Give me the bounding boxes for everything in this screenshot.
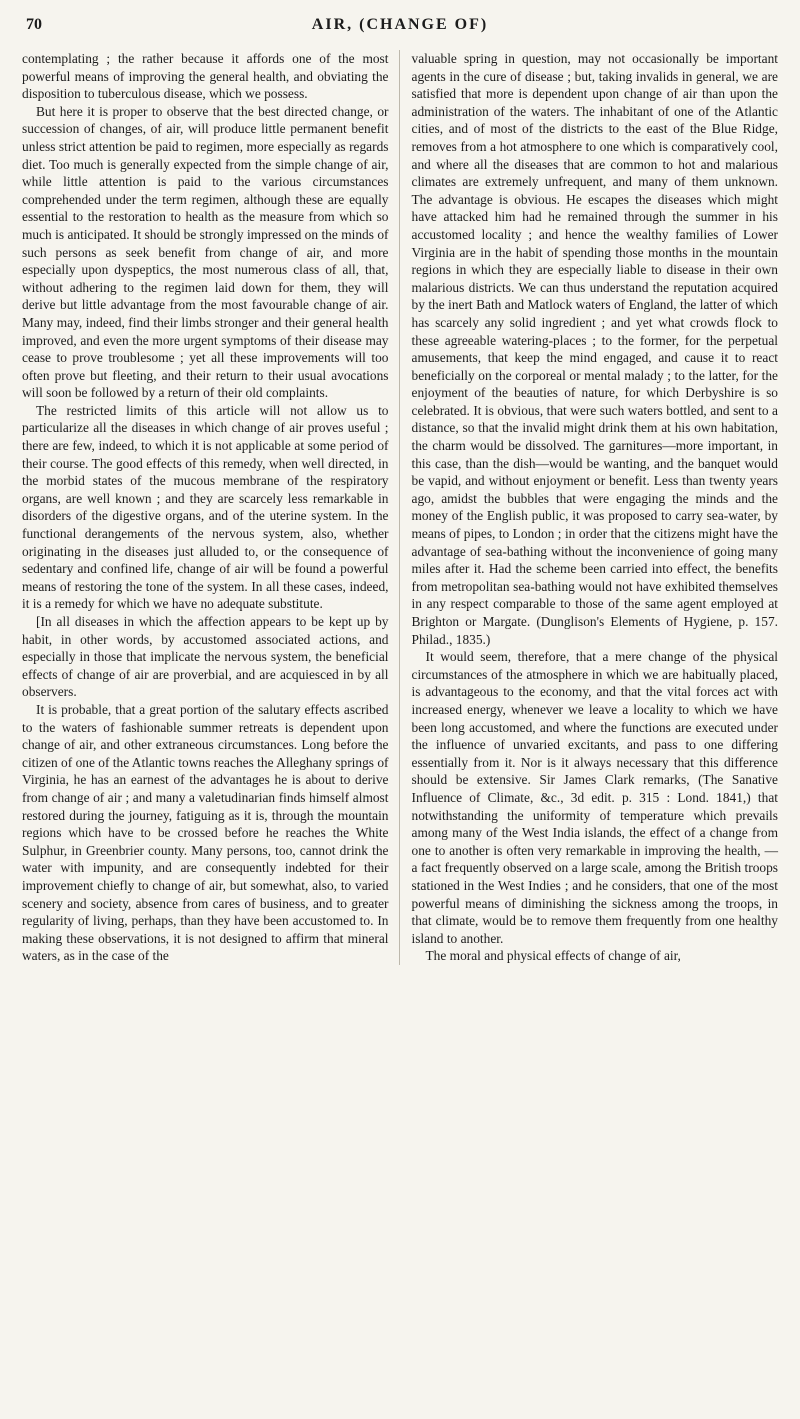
right-column <box>412 50 779 965</box>
paragraph: valuable spring in question, may not occasionally be important agents in the cure of disease ; but, taking invalids in general, we are satisfied that more is dependent upon change of air than upon the administration of the waters. The inhabitant of one of the Atlantic cities, and of most of the districts to the east of the Blue Ridge, removes from a hot atmosphere to one which is comparatively cool, and where all the diseases that are common to hot and malarious climates are extremely unfrequent, and many of them unknown. The advantage is obvious. He escapes the diseases which might have attacked him had he remained through the summer in his accustomed locality ; and hence the wealthy families of Lower Virginia are in the habit of spending those months in the mountain regions in which they are especially liable to disease in their own malarious districts. We can thus understand the reputation acquired by the inert Bath and Matlock waters of England, the latter of which has scarcely any solid ingredient ; and yet what crowds flock to these agreeable watering-places ; to the former, for the perpetual amusements, that keep the mind engaged, and cause it to react beneficially on the corporeal or mental malady ; to the latter, for the enjoyment of the beauties of nature, for which Derbyshire is so celebrated. It is obvious, that were such waters bottled, and sent to a distance, so that the invalid might drink them at his own habitation, the charm would be dissolved. The garnitures—more important, in this case, than the dish—would be wanting, and the banquet would be vapid, and without enjoyment or benefit. Less than twenty years ago, amidst the bubbles that were engaging the minds and the money of the English public, it was proposed to carry sea-water, by means of pipes, to London ; in order that the citizens might have the advantage of sea-bathing without the inconvenience of going many miles after it. Had the scheme been carried into effect, the benefits from metropolitan sea-bathing would not have exhibited themselves in any respect comparable to those of the same agent employed at Brighton or Margate. (Dunglison's Elements of Hygiene, p. 157. Philad., 1835.) <box>411 51 778 647</box>
running-title: AIR, (CHANGE OF) <box>311 16 489 33</box>
left-column <box>22 50 400 965</box>
page-number: 70 <box>26 16 42 33</box>
paragraph: But here it is proper to observe that the best directed change, or succession of changes, of air, will produce little permanent benefit unless strict attention be paid to regimen, more especially as regards diet. Too much is generally expected from the simple change of air, while little attention is paid to the various circumstances comprehended under the term regimen, although these are equally essential to the restoration to health as the measure from which so much is anticipated. It should be strongly impressed on the minds of such persons as seek benefit from change of air, and more especially upon dyspeptics, the most numerous class of all, that, without adhering to the regimen laid down for them, they will derive but little advantage from the most favourable change of air. Many may, indeed, find their limbs stronger and their general health improved, and even the more urgent symptoms of their disease may cease to prove troublesome ; yet all these improvements will too often prove but fleeting, and their return to their usual avocations will soon be followed by a return of their old complaints. <box>22 103 389 401</box>
paragraph: [In all diseases in which the affection appears to be kept up by habit, in other words, by accustomed associated actions, and especially in those that implicate the nervous system, the beneficial effects of change of air are proverbial, and are acquiesced in by all observers. <box>22 614 389 700</box>
page-header <box>22 16 778 42</box>
paragraph: The restricted limits of this article will not allow us to particularize all the diseases in which change of air proves useful ; there are few, indeed, to which it is not applicable at some period of their course. The good effects of this remedy, when well directed, in the morbid states of the mucous membrane of the respiratory organs, are well known ; and they are scarcely less remarkable in disorders of the digestive organs, and of the uterine system. In the functional derangements of the nervous system, also, whether originating in the diseases just alluded to, or the consequence of sedentary and confined life, change of air will be found a powerful means of restoring the tone of the system. In all these cases, indeed, it is a remedy for which we have no adequate substitute. <box>22 402 389 612</box>
paragraph: It is probable, that a great portion of the salutary effects ascribed to the waters of fashionable summer retreats is dependent upon change of air, and other extraneous circumstances. Long before the citizen of one of the Atlantic towns reaches the Alleghany springs of Virginia, he has an earnest of the advantages he is about to derive from change of air ; and many a valetudinarian finds himself almost restored during the journey, fatiguing as it is, through the mountain regions which have to be crossed before he reaches the White Sulphur, in Greenbrier county. Many persons, too, cannot drink the water with impunity, and are consequently indebted for their improvement chiefly to change of air, but somewhat, also, to varied scenery and society, absence from cares of business, and to greater regularity of living, perhaps, than they have been accustomed to. In making these observations, it is not designed to affirm that mineral waters, as in the case of the <box>22 701 389 964</box>
paragraph: It would seem, therefore, that a mere change of the physical circumstances of the atmosphere in which we are habitually placed, is advantageous to the economy, and that the vital forces act with increased energy, whenever we leave a locality to which we have been long accustomed, and where the functions are executed under the influence of unvaried excitants, and pass to one differing essentially from it. Nor is it always necessary that this difference should be extensive. Sir James Clark remarks, (The Sanative Influence of Climate, &c., 3d edit. p. 315 : Lond. 1841,) that notwithstanding the uniformity of temperature which prevails among many of the West India islands, the effect of a change from one to another is often very remarkable in improving the health, — a fact frequently observed on a large scale, among the British troops stationed in the West Indies ; and he considers, that one of the most powerful means of diminishing the sickness among the troops, in that climate, would be to remove them frequently from one healthy island to another. <box>411 649 778 946</box>
paragraph: The moral and physical effects of change of air, <box>425 948 681 964</box>
text-columns <box>22 50 778 965</box>
paragraph: contemplating ; the rather because it affords one of the most powerful means of improving the general health, and obviating the disposition to tuberculous disease, which we possess. <box>22 51 389 102</box>
